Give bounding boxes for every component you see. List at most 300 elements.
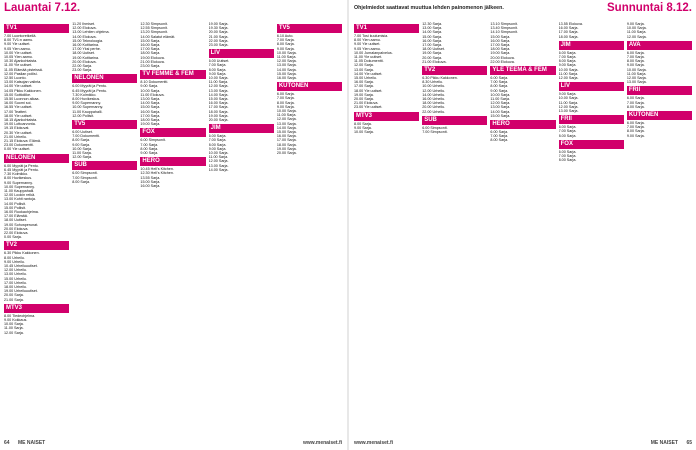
program-entry: 8.00 Sarja. <box>626 59 645 64</box>
left-header <box>4 2 342 16</box>
program-entry: 8.00 TV1:n aamu. <box>4 38 34 43</box>
program-entry: 12.55 Simpsonit. <box>140 26 168 31</box>
program-entry: 17.00 Teatteri. <box>4 109 28 114</box>
program-entry: 13.00 Sarja. <box>276 63 297 68</box>
program-entry: 12.00 Elokuva. <box>72 26 97 31</box>
program-entry: 9.00 Sarja. <box>558 92 577 97</box>
program-entry: 9.00 Sarja. <box>140 84 159 89</box>
program-entry: 13.00 Kohti rantoja. <box>4 197 36 202</box>
right-day-title: Sunnuntai 8.12. <box>607 2 692 14</box>
program-entry: 16.00 Sarja. <box>422 38 443 43</box>
program-entry: 12.00 Urheilu. <box>4 268 27 273</box>
program-entry: 23.00 Dokumentti. <box>4 143 34 148</box>
program-entry: 18.00 Sarja. <box>208 109 229 114</box>
channel-header: FRII <box>559 115 624 124</box>
channel-header: TV1 <box>4 24 69 33</box>
program-entry: 13.55 Elokuva. <box>558 22 584 26</box>
program-entry: 15.00 Urheilu. <box>354 76 377 81</box>
program-entry: 9.05 Ylen aamu. <box>4 46 31 51</box>
channel-header: TV5 <box>277 24 342 33</box>
program-entry: 11.00 Sarja. <box>276 55 297 60</box>
program-entry: 16.00 Sarja. <box>140 43 161 48</box>
program-entry: 21.00 Elokuva. <box>140 59 165 64</box>
program-entry: 6.00 Simpsonit. <box>140 138 166 143</box>
left-column <box>140 22 205 436</box>
right-magazine-name: ME NAISET <box>650 440 678 446</box>
program-entry: 15.00 Sarja. <box>490 34 511 39</box>
program-entry: 8.00 Sarja. <box>208 142 227 147</box>
program-entry: 8.00 Tiedeohjelma. <box>4 313 36 318</box>
right-column <box>627 22 692 436</box>
program-entry: 6.00 Sarja. <box>626 96 645 101</box>
program-entry: 9.00 Sarja. <box>558 63 577 68</box>
program-entry: 20.00 Elokuva. <box>72 59 97 64</box>
program-entry: 12.30 Sarja. <box>422 22 443 26</box>
channel-header: JIM <box>209 124 274 133</box>
program-entry: 12.00 Sarja. <box>490 101 511 106</box>
program-entry: 16.00 Sarja. <box>490 38 511 43</box>
program-entry: 6.00 Sarja. <box>626 121 645 126</box>
program-entry: 16.00 Sarja. <box>140 184 161 189</box>
program-entry: 16.00 Suomi soi. <box>4 101 32 106</box>
program-entry: 10.00 Sarja. <box>276 50 297 55</box>
channel-header: LIV <box>209 49 274 58</box>
program-entry: 8.10 Dokumentti. <box>140 80 169 85</box>
program-entry: 15.00 Sarja. <box>422 34 443 39</box>
program-entry: 7.00 Sarja. <box>140 142 159 147</box>
program-entry: 7.00 Sarja. <box>276 38 295 43</box>
program-entry: 15.00 Sarja. <box>490 113 511 118</box>
program-entry: 8.00 Sarja. <box>490 84 509 89</box>
program-entry: 13.00 Sarja. <box>354 67 374 72</box>
program-entry: 10.05 Ylen aamu. <box>4 55 33 60</box>
program-entry: 13.00 Sarja. <box>626 80 647 85</box>
program-entry: 12.00 Sarja. <box>558 104 579 109</box>
program-entry: 16.00 Sarja. <box>558 26 579 31</box>
program-entry: 8.00 Sarja. <box>558 158 577 163</box>
program-entry: 13.00 Sarja. <box>276 121 297 126</box>
program-entry: 7.00 Simpsonit. <box>72 175 98 180</box>
program-entry: 7.00 Sarja. <box>208 138 227 143</box>
program-entry: 14.00 Sarja. <box>140 101 161 106</box>
program-entry: 20.00 Elokuva. <box>490 55 515 60</box>
program-entry: 16.00 Sarja. <box>276 76 297 81</box>
program-entry: 11.05 Dokumentti. <box>354 59 384 64</box>
program-entry: 10.00 Sarja. <box>490 92 511 97</box>
left-column <box>277 22 342 436</box>
program-entry: 8.00 Ylen aamu. <box>354 38 381 43</box>
program-entry: 9.00 Sarja. <box>354 125 372 130</box>
right-column <box>490 22 555 436</box>
right-column <box>422 22 487 436</box>
program-entry: 20.00 Sarja. <box>422 55 443 60</box>
program-entry: 12.00 Sarja. <box>626 34 647 39</box>
program-entry: 16.00 Sarja. <box>354 80 374 85</box>
program-entry: 16.00 Sarja. <box>276 134 297 139</box>
program-entry: 20.00 Sarja. <box>276 151 297 156</box>
program-entry: 10.00 Sarja. <box>208 151 229 156</box>
channel-header: KUTONEN <box>627 111 692 120</box>
left-column <box>72 22 137 436</box>
program-entry: 6.45 Myyrät ja Pentu. <box>72 88 108 93</box>
program-entry: 14.00 Yle uutiset. <box>4 84 33 89</box>
program-entry: 10.00 Supernanny. <box>72 105 104 110</box>
program-entry: 8.00 Sarja. <box>558 59 577 64</box>
program-entry: 14.00 Sarja. <box>276 125 297 130</box>
program-entry: 8.30 Urheilu. <box>422 80 444 85</box>
program-entry: 15.00 Poliisit. <box>4 205 26 210</box>
program-entry: 13.00 Sarja. <box>140 97 161 102</box>
channel-header: SUB <box>422 116 487 125</box>
program-entry: 10.00 Sarja. <box>140 88 161 93</box>
program-entry: 12.30 Hell's Kitchen. <box>140 171 174 176</box>
right-column <box>354 22 419 436</box>
program-entry: 6.45 Myyrät ja Pentu. <box>4 167 39 172</box>
left-column <box>209 22 274 436</box>
program-entry: 9.00 Sarja. <box>626 22 645 26</box>
program-entry: 15.00 Soittoliike. <box>4 92 32 97</box>
program-entry: 9.00 Sarja. <box>490 88 509 93</box>
program-entry: 12.00 Sarja. <box>208 84 229 89</box>
program-entry: 9.00 Sarja. <box>626 63 645 68</box>
program-entry: 16.00 Kotitarina. <box>72 43 100 48</box>
program-entry: 13.55 Sarja. <box>140 175 161 180</box>
program-entry: 7.00 Simpsonit. <box>422 130 448 135</box>
program-entry: 7.00 Sarja. <box>490 134 509 139</box>
program-entry: 0.00 Sarja. <box>4 235 22 240</box>
program-entry: 22.00 Sarja. <box>208 38 229 43</box>
program-entry: 17.00 Sarja. <box>490 43 511 48</box>
program-entry: 18.00 Yle uutiset. <box>354 88 383 93</box>
program-entry: 22.00 Urheilu. <box>422 109 446 114</box>
program-entry: 11.00 Sarja. <box>626 71 647 76</box>
left-page <box>0 0 346 450</box>
program-entry: 15.50 Luonnon aikaa. <box>4 97 40 102</box>
channel-header: FOX <box>559 140 624 149</box>
program-entry: 23.00 Sarja. <box>140 64 161 69</box>
program-entry: 20.00 Elokuva. <box>4 226 29 231</box>
program-entry: 9.00 Urheilu. <box>4 259 25 264</box>
left-magazine-name: ME NAISET <box>18 440 46 446</box>
program-entry: 13.00 Sarja. <box>422 26 443 31</box>
program-entry: 13.00 Lehtien ohjelma. <box>72 30 110 35</box>
program-entry: 6.30 Pikku Kakkonen. <box>422 76 458 81</box>
channel-header: TV2 <box>422 66 487 75</box>
program-entry: 20.00 Sarja. <box>4 293 24 298</box>
program-entry: 6.00 Myyrät ja Pentu. <box>72 84 108 89</box>
program-entry: 21.00 Sarja. <box>208 34 229 39</box>
program-entry: 14.00 Salatut elämät. <box>140 34 176 39</box>
program-entry: 12.00 Sarja. <box>626 76 647 81</box>
right-header <box>354 2 692 16</box>
program-entry: 21.15 Elokuva: Elämä. <box>4 139 41 144</box>
program-entry: 10.00 Jumalanpalvelus. <box>354 50 393 55</box>
program-entry: 9.00 Sarja. <box>208 146 227 151</box>
program-entry: 13.00 Urheilu. <box>4 272 27 277</box>
channel-header: NELONEN <box>72 74 137 83</box>
program-entry: 17.00 Sarja. <box>276 138 297 143</box>
program-entry: 18.15 Ajankohtaista. <box>4 118 38 123</box>
program-entry: 19.00 Sarja. <box>422 51 443 56</box>
left-footer <box>4 439 342 448</box>
program-entry: 8.00 Sarja. <box>558 133 577 138</box>
channel-header: SUB <box>72 161 137 170</box>
program-entry: 9.00 Sarja. <box>276 104 295 109</box>
left-listings <box>4 22 342 436</box>
program-entry: 21.00 Elokuva. <box>354 101 379 106</box>
program-entry: 15.00 Sarja. <box>276 71 297 76</box>
program-entry: 22.00 Elokuva. <box>4 230 29 235</box>
program-entry: 9.00 Yle uutiset. <box>4 42 31 47</box>
program-entry: 7.00 Luontoretkellä. <box>4 34 37 38</box>
program-entry: 10.00 Supernanny. <box>4 184 35 189</box>
program-entry: 19.15 Elokuvat. <box>4 126 30 131</box>
program-entry: 18.00 Uutiset. <box>4 218 27 223</box>
program-entry: 19.00 Sarja. <box>208 22 229 26</box>
program-entry: 11.00 Sarja. <box>558 71 579 76</box>
program-entry: 9.00 Sarja. <box>276 46 295 51</box>
channel-header: HERO <box>490 120 555 129</box>
program-entry: 20.00 Sarja. <box>208 118 229 123</box>
channel-header: NELONEN <box>4 154 69 163</box>
program-entry: 20.00 Sarja. <box>354 97 374 102</box>
program-entry: 7.00 Sarja. <box>626 100 645 105</box>
program-entry: 17.00 Elämää. <box>4 214 28 219</box>
program-entry: 12.00 Sarja. <box>276 117 297 122</box>
program-entry: 7.00 Sarja. <box>626 55 645 60</box>
page-gutter <box>347 0 349 450</box>
left-website: www.menaiset.fi <box>303 440 342 446</box>
channel-header: JIM <box>559 41 624 50</box>
program-entry: 20.00 Sarja. <box>208 30 229 35</box>
left-column <box>4 22 69 436</box>
program-entry: 11.05 Elämää pisteissä. <box>4 67 43 72</box>
program-entry: 19.00 Sarja. <box>140 122 161 127</box>
program-entry: 17.00 Sarja. <box>354 84 374 89</box>
program-entry: 6.00 Sarja. <box>276 92 295 97</box>
program-entry: 19.00 Kotitarina. <box>72 55 100 60</box>
program-entry: 8.00 Sarja. <box>490 138 509 143</box>
channel-header: YLE TEEMA & FEM <box>490 66 555 75</box>
program-entry: 6.00 Sarja. <box>490 76 509 81</box>
channel-header: LIV <box>559 82 624 91</box>
program-entry: 19.00 Sarja. <box>276 146 297 151</box>
program-entry: 10.30 Ajankohtaista. <box>4 59 38 64</box>
program-entry: 11.00 Sarja. <box>558 100 579 105</box>
program-entry: 6.00 Simpsonit. <box>422 125 448 130</box>
program-entry: 23.00 Sarja. <box>72 68 93 73</box>
program-entry: 13.20 Simpsonit. <box>140 30 168 35</box>
program-entry: 13.00 Sarja. <box>208 88 229 93</box>
program-entry: 10.00 Sarja. <box>276 109 297 114</box>
program-entry: 8.00 Sarja. <box>626 104 645 109</box>
program-entry: 7.00 Sarja. <box>558 55 577 60</box>
program-entry: 17.00 Sarja. <box>558 30 579 35</box>
channel-header: TV FEMME & FEM <box>140 70 205 79</box>
program-entry: 11.00 Sarja. <box>208 155 229 160</box>
program-entry: 11.00 Sarja. <box>490 97 511 102</box>
program-entry: 6.00 Uutiset. <box>72 130 93 135</box>
program-entry: 11.00 Sarja. <box>626 30 647 35</box>
program-entry: 9.00 Yle uutiset. <box>354 42 381 47</box>
program-entry: 6.00 Sarja. <box>558 149 577 154</box>
program-entry: 8.00 Sarja. <box>72 138 91 143</box>
channel-header: TV1 <box>354 24 419 33</box>
program-entry: 6.00 Simpsonit. <box>72 171 98 176</box>
right-page-number: 65 <box>686 440 692 446</box>
program-entry: 8.00 Sarja. <box>276 42 295 47</box>
program-entry: 12.00 Sarja. <box>558 76 579 81</box>
program-entry: 11.20 Ihmiset. <box>72 22 96 26</box>
program-entry: 18.00 Urheilu. <box>422 101 446 106</box>
program-entry: 11.00 Sarja. <box>208 80 229 85</box>
program-entry: 8.00 Sarja. <box>140 146 159 151</box>
program-entry: 8.00 Sarja. <box>626 129 645 134</box>
program-entry: 14.05 Pikku Kakkonen. <box>4 88 42 93</box>
program-entry: 21.00 Sarja. <box>4 297 24 302</box>
program-entry: 13.00 Sarja. <box>558 109 579 114</box>
program-entry: 7.00 Sarja. <box>558 154 577 159</box>
program-entry: 7.30 Kolmikko. <box>4 172 29 177</box>
program-entry: 14.00 Urheilu. <box>422 92 446 97</box>
program-entry: 12.00 Poliisit. <box>72 113 95 118</box>
program-entry: 17.00 Sarja. <box>140 113 161 118</box>
program-entry: 21.00 Elokuva. <box>422 59 447 64</box>
program-entry: 14.00 Sarja. <box>422 30 443 35</box>
program-entry: 16.00 Ruokaohjelma. <box>4 209 39 214</box>
program-entry: 9.00 Sarja. <box>626 133 645 138</box>
program-entry: 12.00 Urheilu. <box>422 88 446 93</box>
program-entry: 10.00 Sarja. <box>626 67 647 72</box>
program-entry: 18.00 Sarja. <box>558 34 579 39</box>
program-entry: 18.00 Sarja. <box>276 142 297 147</box>
program-entry: 7.00 Sarja. <box>276 96 295 101</box>
channel-header: MTV3 <box>354 112 419 121</box>
program-entry: 14.00 Sarja. <box>490 109 511 114</box>
program-entry: 13.00 Sarja. <box>208 163 229 168</box>
program-entry: 16.00 Sarja. <box>140 109 161 114</box>
program-entry: 14.10 Simpsonit. <box>490 30 518 35</box>
program-entry: 19.30 Sarja. <box>208 26 229 31</box>
program-entry: 16.00 Sarja. <box>208 101 229 106</box>
program-entry: 12.00 Lookin reikä. <box>4 193 36 198</box>
program-entry: 9.05 Ylen aamu. <box>354 46 381 51</box>
program-entry: 18.00 Urheilu. <box>4 284 27 289</box>
program-entry: 9.00 Sarja. <box>72 142 91 147</box>
channel-header: FRII <box>627 86 692 95</box>
program-entry: 14.00 Sarja. <box>276 67 297 72</box>
program-entry: 10.00 Sarja. <box>208 76 229 81</box>
program-entry: 18.00 Sarja. <box>490 47 511 52</box>
program-entry: 8.00 Sarja. <box>208 67 227 72</box>
program-entry: 9.00 Sarja. <box>140 151 159 156</box>
program-entry: 9.00 Kokkaus. <box>4 317 28 322</box>
channel-header: HERO <box>140 157 205 166</box>
right-page <box>350 0 696 450</box>
program-entry: 19.00 Sarja. <box>490 51 511 56</box>
program-entry: 16.55 Yle uutiset. <box>4 105 33 110</box>
right-listings <box>354 22 692 436</box>
program-entry: 18.00 Sarja. <box>140 118 161 123</box>
program-entry: 6.00 Sarja. <box>490 130 509 135</box>
program-entry: 10.00 Sarja. <box>558 67 579 72</box>
program-entry: 6.00 Sarja. <box>208 134 227 139</box>
program-entry: 7.30 Kolmikko. <box>72 92 97 97</box>
program-entry: 14.00 Yle uutiset. <box>354 71 383 76</box>
program-entry: 7.00 Dokumentti. <box>72 134 101 139</box>
program-entry: 19.00 Sohvaperunat. <box>4 222 39 227</box>
program-entry: 19.00 Elokuva. <box>140 55 165 60</box>
right-website: www.menaiset.fi <box>354 440 393 446</box>
program-entry: 18.00 Yle uutiset. <box>4 113 33 118</box>
program-entry: 11.00 Kauppahalli. <box>72 109 103 114</box>
program-entry: 12.00 Sarja. <box>354 63 374 68</box>
program-entry: 18.00 Sarja. <box>140 51 161 56</box>
program-entry: 19.00 Sarja. <box>354 92 374 97</box>
right-disclaimer: Ohjelmiedot saattavat muuttua lehden painomenon jälkeen. <box>354 5 504 11</box>
program-entry: 10.00 Yle uutiset. <box>4 50 33 55</box>
program-entry: 11.00 Sarja. <box>72 151 92 156</box>
program-entry: 8.00 Huvikeskus. <box>72 97 101 102</box>
program-entry: 6.00 Sarja. <box>626 50 645 55</box>
program-entry: 12.00 Sarja. <box>72 155 93 160</box>
program-entry: 18.00 Uutiset. <box>422 47 445 52</box>
program-entry: 9.00 Supernanny. <box>4 180 33 185</box>
program-entry: 15.00 Teknoloogia. <box>72 38 104 43</box>
program-entry: 6.00 Sarja. <box>558 125 577 130</box>
program-entry: 19.00 Lottoarvonta. <box>4 122 36 127</box>
program-entry: 10.00 Sarja. <box>4 322 24 327</box>
channel-header: MTV3 <box>4 304 69 313</box>
program-entry: 19.00 Sarja. <box>208 113 229 118</box>
program-entry: 10.00 Urheilu. <box>422 84 446 89</box>
program-entry: 13.10 Simpsonit. <box>490 22 518 26</box>
program-entry: 10.45 Hell's Kitchen. <box>140 167 174 172</box>
channel-header: KUTONEN <box>277 82 342 91</box>
program-entry: 12.30 Simpsonit. <box>140 22 168 26</box>
program-entry: 11.00 Yle uutiset. <box>4 63 33 68</box>
program-entry: 12.00 Sarja. <box>4 330 24 335</box>
program-entry: 8.00 Sarja. <box>276 100 295 105</box>
program-entry: 20.00 Urheilu. <box>422 105 446 110</box>
program-entry: 14.00 Poliisit. <box>4 201 26 206</box>
program-entry: 15.00 Sarja. <box>140 105 161 110</box>
program-entry: 7.00 Sarja. <box>626 125 645 130</box>
right-footer <box>354 439 692 448</box>
program-entry: 15.00 Urheilu. <box>4 276 27 281</box>
program-entry: 10.00 Sarja. <box>354 130 374 135</box>
program-entry: 20.30 Yle uutiset. <box>4 130 33 135</box>
program-entry: 8.00 Huvikeskus. <box>4 176 33 181</box>
program-entry: 6.10 Auto. <box>276 34 294 38</box>
program-entry: 6.00 Uutiset. <box>208 59 230 64</box>
program-entry: 11.00 Elokuva. <box>140 92 165 97</box>
program-entry: 17.00 Urheilu. <box>4 280 27 285</box>
program-entry: 23.00 Yle uutiset. <box>354 105 383 110</box>
program-entry: 10.00 Sarja. <box>72 146 93 151</box>
program-entry: 21.00 Urheilu. <box>4 134 27 139</box>
program-entry: 15.00 Sarja. <box>140 38 161 43</box>
program-entry: 11.00 Sarja. <box>4 326 24 331</box>
program-entry: 7.00 Sarja. <box>490 80 509 85</box>
program-entry: 0.00 Yle uutiset. <box>4 147 31 152</box>
program-entry: 8.00 Urheilu. <box>4 255 25 260</box>
program-entry: 9.00 Supernanny. <box>72 101 102 106</box>
program-entry: 15.00 Sarja. <box>276 130 297 135</box>
program-entry: 17.00 Sarja. <box>422 43 443 48</box>
program-entry: 10.00 Sarja. <box>558 96 579 101</box>
channel-header: AVA <box>627 41 692 50</box>
